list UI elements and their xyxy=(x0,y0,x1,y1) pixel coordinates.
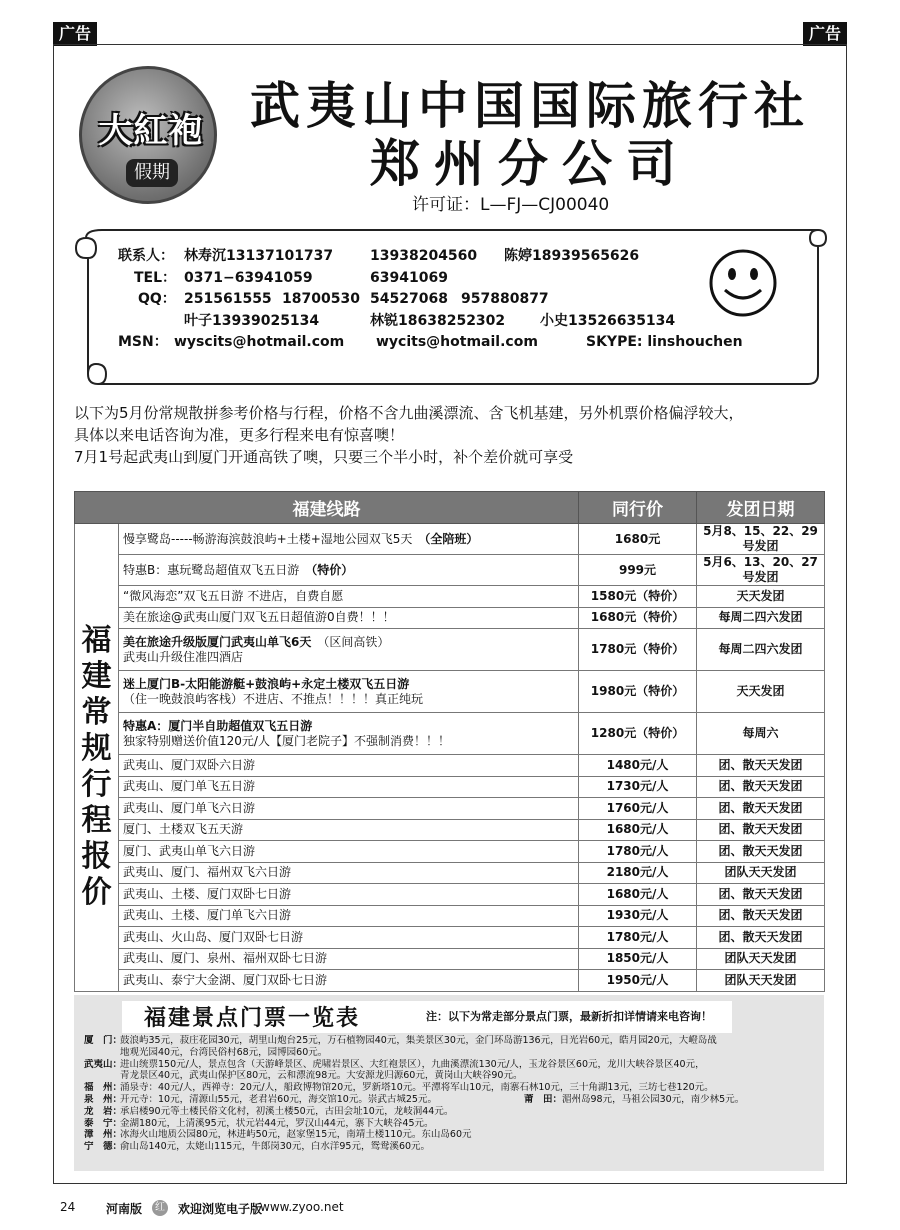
contact-label: 联系人： xyxy=(118,248,174,264)
ticket-region: 龙 岩： xyxy=(84,1105,123,1117)
price-cell: 1850元/人 xyxy=(579,948,697,970)
skype-id: SKYPE: linshouchen xyxy=(586,334,743,350)
date-cell: 团队天天发团 xyxy=(697,948,825,970)
side-label-text xyxy=(79,623,114,911)
route-cell: 武夷山、厦门、泉州、福州双卧七日游 xyxy=(119,948,579,970)
table-header-row xyxy=(75,492,825,524)
side-label-char: 价 xyxy=(81,875,112,911)
ad-label-right: 广告 xyxy=(803,22,847,46)
ticket-line xyxy=(84,1035,819,1047)
table-row xyxy=(75,555,825,586)
table-row xyxy=(75,713,825,755)
ticket-region: 漳 州： xyxy=(84,1129,123,1141)
ticket-prices: 涌泉寺：40元/人，西禅寺：20元/人，船政博物馆20元，罗新塔10元。平潭将军山10元，南寨石林10元，三十角湖13元，三坊七巷120元。 xyxy=(120,1082,714,1094)
route-cell: “微风海恋”双飞五日游 不进店，自费自愿 xyxy=(119,586,579,608)
route-tag: （全陪班） xyxy=(424,531,479,546)
contact-row-qq xyxy=(118,289,758,311)
table-row xyxy=(75,586,825,608)
ticket-list xyxy=(84,1035,819,1153)
table-row xyxy=(75,671,825,713)
side-label-char: 福 xyxy=(81,623,112,659)
price-cell: 1780元（特价） xyxy=(579,629,697,671)
price-cell: 1980元（特价） xyxy=(579,671,697,713)
ticket-line xyxy=(84,1094,819,1106)
ticket-region: 泰 宁： xyxy=(84,1117,123,1129)
contact-phone: 小史13526635134 xyxy=(540,312,676,329)
page-footer xyxy=(60,1200,460,1220)
ticket-region: 武夷山： xyxy=(84,1058,123,1070)
date-cell: 每周二四六发团 xyxy=(697,607,825,629)
route-cell: 厦门、武夷山单飞六日游 xyxy=(119,841,579,863)
route-cell: 武夷山、厦门双卧六日游 xyxy=(119,755,579,777)
ticket-region: 莆 田： xyxy=(524,1093,563,1105)
route-cell: 武夷山、土楼、厦门单飞六日游 xyxy=(119,905,579,927)
ticket-prices: 开元寺：10元，清源山55元，老君岩60元，海交馆10元。崇武古城25元。 xyxy=(120,1093,437,1105)
ticket-line xyxy=(84,1141,819,1153)
ticket-line xyxy=(84,1070,819,1082)
logo-subtext: 假期 xyxy=(126,159,178,187)
welcome-text: 欢迎浏览电子版 xyxy=(178,1202,263,1216)
ticket-prices: 进山统票150元/人，景点包含（天游峰景区、虎啸岩景区、大红袍景区），九曲溪漂流130元/人，玉龙谷景区60元，龙川大峡谷景区40元， xyxy=(120,1058,705,1070)
tel-number: 63941069 xyxy=(370,269,448,286)
table-row xyxy=(75,905,825,927)
ticket-prices: 青龙景区40元，武夷山保护区80元，云和漂流98元。大安源龙归源60元，黄岗山大峡谷90元。 xyxy=(120,1070,523,1082)
price-cell: 1930元/人 xyxy=(579,905,697,927)
contact-row-more xyxy=(118,311,758,333)
date-cell: 团、散天天发团 xyxy=(697,776,825,798)
date-cell: 团、散天天发团 xyxy=(697,905,825,927)
route-name: 迷上厦门B-太阳能游艇+鼓浪屿+永定土楼双飞五日游 xyxy=(123,676,410,691)
date-cell: 团、散天天发团 xyxy=(697,819,825,841)
edition-badge: 红 xyxy=(152,1200,168,1216)
date-cell: 团队天天发团 xyxy=(697,862,825,884)
page-number: 24 xyxy=(60,1200,76,1214)
ticket-line xyxy=(84,1082,819,1094)
ticket-prices: 俞山岛140元，太姥山115元，牛郎岗30元，白水洋95元，鸳鸯溪60元。 xyxy=(120,1141,431,1153)
table-row xyxy=(75,524,825,555)
table-row xyxy=(75,819,825,841)
date-cell: 团、散天天发团 xyxy=(697,927,825,949)
contact-block xyxy=(118,246,758,354)
ticket-price-panel xyxy=(74,995,824,1171)
date-cell: 每周六 xyxy=(697,713,825,755)
intro-text xyxy=(74,402,834,468)
route-cell xyxy=(119,629,579,671)
tel-label: TEL： xyxy=(134,269,177,286)
price-cell: 1580元（特价） xyxy=(579,586,697,608)
msn-address: wycits@hotmail.com xyxy=(376,334,538,350)
date-cell: 5月8、15、22、29号发团 xyxy=(697,524,825,555)
table-row xyxy=(75,607,825,629)
route-name: 美在旅途升级版厦门武夷山单飞6天 xyxy=(123,634,312,649)
price-cell: 1680元/人 xyxy=(579,819,697,841)
route-cell: 武夷山、厦门单飞六日游 xyxy=(119,798,579,820)
qq-number: 251561555 xyxy=(184,291,272,307)
intro-line: 具体以来电话咨询为准，更多行程来电有惊喜噢！ xyxy=(74,426,405,444)
ticket-note: 注：以下为常走部分景点门票，最新折扣详情请来电咨询！ xyxy=(426,1010,712,1023)
contact-phone: 陈婷18939565626 xyxy=(504,248,640,264)
msn-address: wyscits@hotmail.com xyxy=(174,334,345,350)
table-row xyxy=(75,798,825,820)
price-cell: 1950元/人 xyxy=(579,970,697,992)
date-cell: 5月6、13、20、27号发团 xyxy=(697,555,825,586)
table-row xyxy=(75,629,825,671)
route-tag: （特价） xyxy=(311,562,354,577)
route-detail: （住一晚鼓浪屿客栈）不进店、不推点！！！！真正纯玩 xyxy=(123,691,424,706)
price-cell: 1780元/人 xyxy=(579,841,697,863)
date-cell: 团、散天天发团 xyxy=(697,841,825,863)
date-cell: 团、散天天发团 xyxy=(697,884,825,906)
license-number: 许可证：L—FJ—CJ00040 xyxy=(412,195,610,215)
route-tag: （区间高铁） xyxy=(323,634,390,649)
price-cell: 1680元（特价） xyxy=(579,607,697,629)
route-cell: 武夷山、泰宁大金湖、厦门双卧七日游 xyxy=(119,970,579,992)
ticket-line xyxy=(84,1106,819,1118)
tel-number: 0371−63941059 xyxy=(184,269,313,286)
qq-number: 54527068 xyxy=(370,291,448,307)
table-row xyxy=(75,884,825,906)
ticket-line xyxy=(84,1129,819,1141)
contact-phone: 林寿沉13137101737 xyxy=(184,248,334,264)
company-title: 武夷山中国国际旅行社 xyxy=(250,76,810,135)
qq-number: 957880877 xyxy=(461,291,549,307)
ticket-prices: 金湖180元，上清溪95元，状元岩44元，罗汉山44元，寨下大峡谷45元。 xyxy=(120,1117,434,1129)
price-cell: 1680元 xyxy=(579,524,697,555)
side-label-char: 程 xyxy=(81,803,112,839)
contact-phone: 林锐18638252302 xyxy=(370,312,506,329)
ticket-title: 福建景点门票一览表 xyxy=(144,1005,361,1031)
contact-row-tel xyxy=(118,268,758,290)
msn-label: MSN： xyxy=(118,334,168,350)
contact-row-msn xyxy=(118,332,758,354)
date-cell: 天天发团 xyxy=(697,586,825,608)
route-cell: 厦门、土楼双飞五天游 xyxy=(119,819,579,841)
route-name: 特惠A：厦门半自助超值双飞五日游 xyxy=(123,718,313,733)
smiley-icon xyxy=(708,248,778,318)
price-cell: 1280元（特价） xyxy=(579,713,697,755)
ticket-region: 宁 德： xyxy=(84,1141,123,1153)
route-cell: 武夷山、厦门、福州双飞六日游 xyxy=(119,862,579,884)
date-cell: 团队天天发团 xyxy=(697,970,825,992)
price-cell: 999元 xyxy=(579,555,697,586)
route-cell xyxy=(119,713,579,755)
route-cell xyxy=(119,524,579,555)
header-price: 同行价 xyxy=(579,492,697,524)
ticket-prices: 地观光园40元，台湾民俗村68元，园博园60元。 xyxy=(120,1046,328,1058)
ad-label-left: 广告 xyxy=(53,22,97,46)
contact-phone: 13938204560 xyxy=(370,248,478,264)
table-row xyxy=(75,755,825,777)
logo-text: 大紅袍 xyxy=(98,111,204,151)
edition-label: 河南版 xyxy=(106,1202,143,1216)
ticket-region: 泉 州： xyxy=(84,1093,123,1105)
side-label-char: 报 xyxy=(81,839,112,875)
route-cell: 武夷山、厦门单飞五日游 xyxy=(119,776,579,798)
table-row xyxy=(75,970,825,992)
price-cell: 1680元/人 xyxy=(579,884,697,906)
price-cell: 2180元/人 xyxy=(579,862,697,884)
side-label-char: 规 xyxy=(81,731,112,767)
date-cell: 天天发团 xyxy=(697,671,825,713)
brand-logo xyxy=(79,66,217,204)
date-cell: 团、散天天发团 xyxy=(697,798,825,820)
header-route: 福建线路 xyxy=(75,492,579,524)
ticket-prices: 承启楼90元等土楼民俗文化村，初溪土楼50元，古田会址10元，龙岐洞44元。 xyxy=(120,1105,454,1117)
route-cell xyxy=(119,671,579,713)
table-row xyxy=(75,841,825,863)
ticket-prices: 湄州岛98元，马祖公园30元，南少林5元。 xyxy=(562,1093,745,1105)
ticket-line xyxy=(84,1118,819,1130)
company-branch: 郑州分公司 xyxy=(370,134,690,193)
ticket-region: 厦 门： xyxy=(84,1035,123,1046)
route-name: 特惠B：惠玩鹭岛超值双飞五日游 xyxy=(123,562,300,577)
contact-phone: 叶子13939025134 xyxy=(184,312,320,329)
price-cell: 1760元/人 xyxy=(579,798,697,820)
qq-number: 18700530 xyxy=(282,291,360,307)
table-row xyxy=(75,862,825,884)
route-price-table xyxy=(74,491,825,992)
price-cell: 1730元/人 xyxy=(579,776,697,798)
route-name: 慢享鹭岛-----畅游海滨鼓浪屿+土楼+湿地公园双飞5天 xyxy=(123,531,413,546)
side-label xyxy=(75,524,119,992)
date-cell: 每周二四六发团 xyxy=(697,629,825,671)
ticket-region: 福 州： xyxy=(84,1082,123,1094)
route-cell: 武夷山、火山岛、厦门双卧七日游 xyxy=(119,927,579,949)
ticket-line xyxy=(84,1047,819,1059)
price-cell: 1480元/人 xyxy=(579,755,697,777)
table-row xyxy=(75,948,825,970)
table-row xyxy=(75,927,825,949)
contact-row-person xyxy=(118,246,758,268)
header-date: 发团日期 xyxy=(697,492,825,524)
table-row xyxy=(75,776,825,798)
side-label-char: 建 xyxy=(81,659,112,695)
side-label-char: 常 xyxy=(81,695,112,731)
ticket-line xyxy=(84,1059,819,1071)
route-cell: 武夷山、土楼、厦门双卧七日游 xyxy=(119,884,579,906)
site-url[interactable]: www.zyoo.net xyxy=(260,1200,344,1214)
intro-line: 7月1号起武夷山到厦门开通高铁了噢，只要三个半小时，补个差价就可享受 xyxy=(74,448,574,466)
side-label-char: 行 xyxy=(81,767,112,803)
route-detail: 独家特别赠送价值120元/人【厦门老院子】不强制消费！！！ xyxy=(123,733,450,748)
ticket-prices: 冰海火山地质公园80元，林进屿50元，赵家堡15元，南靖土楼110元。东山岛60元 xyxy=(120,1129,472,1141)
route-cell: 美在旅途@武夷山厦门双飞五日超值游0自费！！！ xyxy=(119,607,579,629)
date-cell: 团、散天天发团 xyxy=(697,755,825,777)
price-cell: 1780元/人 xyxy=(579,927,697,949)
route-cell xyxy=(119,555,579,586)
qq-label: QQ： xyxy=(138,291,176,307)
ticket-prices: 鼓浪屿35元，菽庄花园30元，胡里山炮台25元，万石植物园40元，集美景区30元，金门环岛游136元，日光岩60元，皓月园20元，大嶝岛战 xyxy=(120,1035,717,1046)
route-detail: 武夷山升级住准四酒店 xyxy=(123,649,244,664)
intro-line: 以下为5月份常规散拼参考价格与行程，价格不含九曲溪漂流、含飞机基建，另外机票价格偏浮较大， xyxy=(74,404,744,422)
